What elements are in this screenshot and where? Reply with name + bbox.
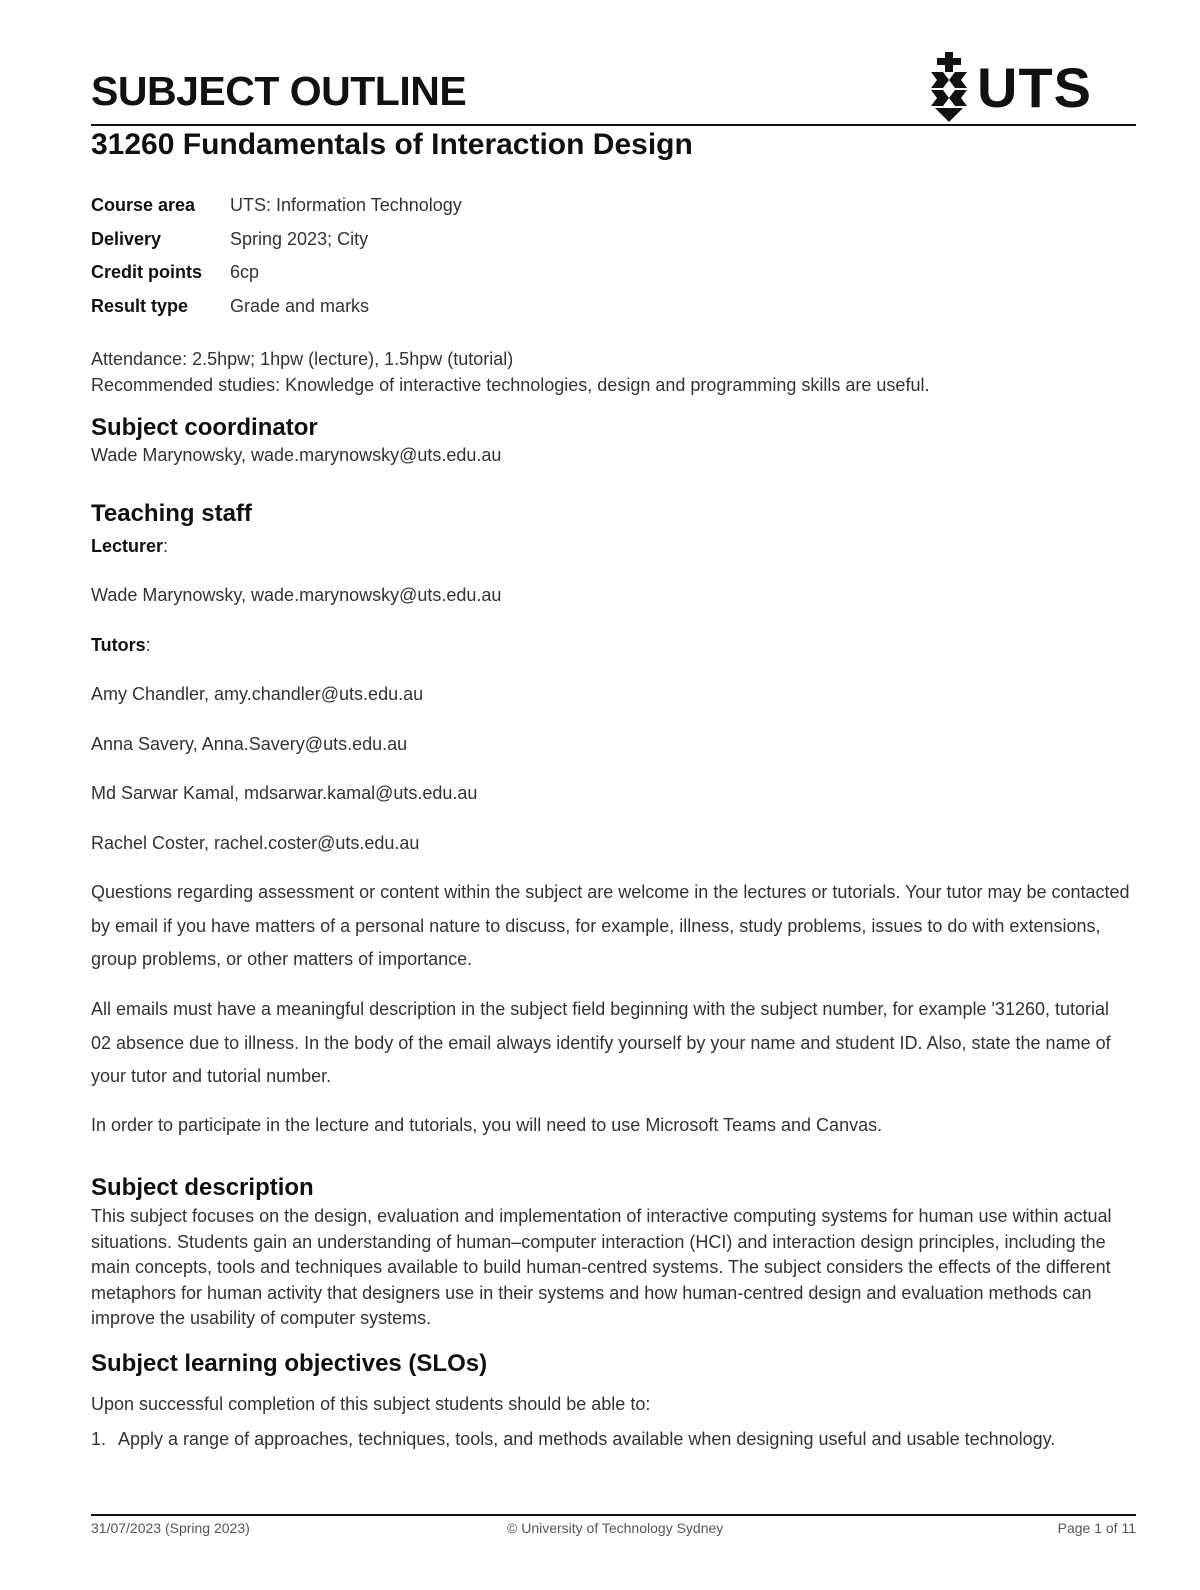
tutors-label: Tutors <box>91 635 146 655</box>
lecturer-label-line: Lecturer: <box>91 536 169 556</box>
tutor-entry: Rachel Coster, rachel.coster@uts.edu.au <box>91 833 420 853</box>
header-rule <box>91 124 1136 126</box>
document-heading: SUBJECT OUTLINE <box>91 68 467 114</box>
subject-title: 31260 Fundamentals of Interaction Design <box>91 128 693 161</box>
footer-rule <box>91 1514 1136 1516</box>
info-label: Delivery <box>91 228 162 249</box>
uts-crest-icon <box>927 52 971 124</box>
attendance-text: Attendance: 2.5hpw; 1hpw (lecture), 1.5hpw (tutorial) <box>91 349 514 369</box>
uts-logo <box>927 52 1097 124</box>
info-value: 6cp <box>230 262 260 282</box>
coordinator-text: Wade Marynowsky, wade.marynowsky@uts.edu.au <box>91 445 502 465</box>
info-row <box>91 195 462 229</box>
info-row <box>91 296 462 330</box>
recommended-studies-text: Recommended studies: Knowledge of interactive technologies, design and programming skills are useful. <box>91 375 930 395</box>
contact-paragraph: Questions regarding assessment or content within the subject are welcome in the lectures or tutorials. Your tutor may be contacted by email if you have matters of a personal nature to discuss, for example, illness, study problems, issues to do with extensions, group problems, or other matters of importance. <box>91 882 1130 969</box>
tutor-entry: Amy Chandler, amy.chandler@uts.edu.au <box>91 684 424 704</box>
lecturer-text: Wade Marynowsky, wade.marynowsky@uts.edu.au <box>91 585 502 605</box>
list-item-number: 1. <box>91 1429 107 1449</box>
lecturer-label: Lecturer <box>91 536 164 556</box>
info-label: Course area <box>91 195 196 215</box>
info-value: Grade and marks <box>230 295 370 316</box>
teaching-staff-heading: Teaching staff <box>91 500 252 527</box>
footer-date: 31/07/2023 (Spring 2023) <box>91 1520 250 1536</box>
subject-info-table <box>91 195 462 329</box>
info-label: Result type <box>91 295 189 316</box>
tutor-entry: Md Sarwar Kamal, mdsarwar.kamal@uts.edu.au <box>91 783 478 803</box>
info-value: UTS: Information Technology <box>230 195 462 215</box>
description-text: This subject focuses on the design, evaluation and implementation of interactive computing systems for human use within actual situations. Students gain an understanding of human–computer interaction (HCI) and interaction design principles, including the main concepts, tools and techniques available to build human-centred systems. The subject considers the effects of the different metaphors for human activity that designers use in their systems and how human-centred design and evaluation methods can improve the usability of computer systems. <box>91 1206 1112 1328</box>
footer-copyright: © University of Technology Sydney <box>507 1520 724 1536</box>
footer-page-number: Page 1 of 11 <box>1057 1520 1136 1536</box>
tutors-label-line: Tutors: <box>91 635 151 655</box>
uts-logo-text: UTS <box>977 56 1092 119</box>
description-heading: Subject description <box>91 1174 314 1201</box>
coordinator-heading: Subject coordinator <box>91 414 318 441</box>
email-paragraph: All emails must have a meaningful description in the subject field beginning with the subject number, for example '31260, tutorial 02 absence due to illness. In the body of the email always identify yourself by your name and student ID. Also, state the name of your tutor and tutorial number. <box>91 999 1111 1086</box>
tutor-entry: Anna Savery, Anna.Savery@uts.edu.au <box>91 734 408 754</box>
tools-paragraph: In order to participate in the lecture and tutorials, you will need to use Microsoft Teams and Canvas. <box>91 1115 883 1135</box>
info-row <box>91 229 462 263</box>
list-item <box>91 1427 1091 1452</box>
document-page <box>91 0 1136 1590</box>
info-label: Credit points <box>91 262 202 282</box>
objectives-intro: Upon successful completion of this subject students should be able to: <box>91 1394 651 1414</box>
list-item-text: Apply a range of approaches, techniques, tools, and methods available when designing useful and usable technology. <box>118 1429 1056 1449</box>
objectives-list <box>91 1427 1091 1452</box>
info-row <box>91 262 462 296</box>
objectives-heading: Subject learning objectives (SLOs) <box>91 1350 488 1377</box>
info-value: Spring 2023; City <box>230 228 369 249</box>
